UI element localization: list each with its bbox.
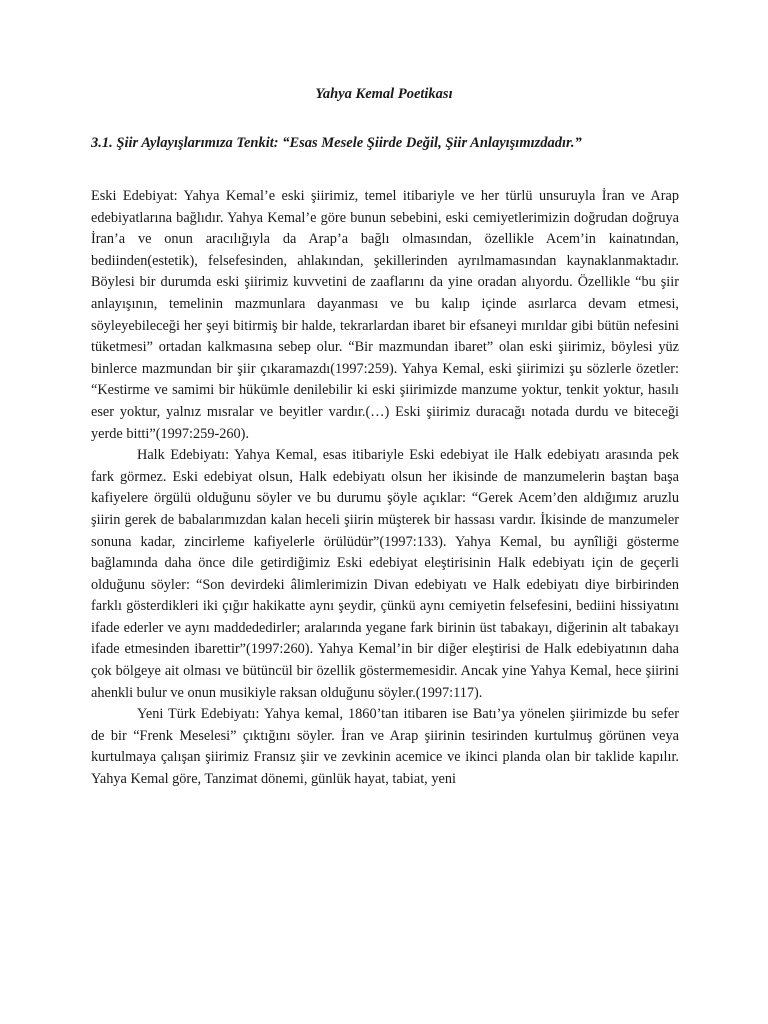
document-title: Yahya Kemal Poetikası: [315, 86, 453, 102]
section-heading: 3.1. Şiir Aylayışlarımıza Tenkit: “Esas Mesele Şiirde Değil, Şiir Anlayışımızdadır.”: [91, 135, 582, 151]
body-text: [91, 186, 679, 791]
paragraph-eski-edebiyat: Eski Edebiyat: Yahya Kemal’e eski şiirimiz, temel itibariyle ve her türlü unsuruyla İran ve Arap edebiyatlarına bağlıdır. Yahya Kemal’e göre bunun sebebini, eski cemiyetlerimizin doğrudan doğruya İran’a ve onun aracılığıyla da Arap’a bağlı olmasından, özellikle Acem’in kainatından, bediinden(estetik), felsefesinden, ahlakından, şekillerinden ayrılmamasından kaynaklanmaktadır. Böylesi bir durumda eski şiirimiz kuvvetini de zaaflarını da yine oradan alıyordu. Özellikle “bu şiir anlayışının, temelinin mazmunlara dayanması ve bu kalıp içinde asırlarca devam etmesi, söyleyebileceği her şeyi bitirmiş bir halde, tekrarlardan ibaret bir efsaneyi mırıldar gibi bütün nefesini tüketmesi” ortadan kalkmasına sebep olur. “Bir mazmundan ibaret” olan eski şiirimiz, böylesi yüz binlerce mazmundan bir şiir çıkaramazdı(1997:259). Yahya Kemal, eski şiirimizi şu sözlerle özetler: “Kestirme ve samimi bir hükümle denilebilir ki eski şiirimizde manzume yoktur, tenkit yoktur, hasılı eser yoktur, yalnız mısralar ve beyitler vardır.(…) Eski şiirimiz duracağı notada durdu ve biteceği yerde bitti”(1997:259-260).: [91, 188, 679, 442]
paragraph-yeni-turk-edebiyati: Yeni Türk Edebiyatı: Yahya kemal, 1860’tan itibaren ise Batı’ya yönelen şiirimizde bu sefer de bir “Frenk Meselesi” çıktığını söyler. İran ve Arap şiirinin tesirinden kurtulmuş görünen veya kurtulmaya çalışan şiirimiz Fransız şiir ve zevkinin acemice ve ikinci planda olan bir taklide kapılır. Yahya Kemal göre, Tanzimat dönemi, günlük hayat, tabiat, yeni: [91, 706, 679, 788]
paragraph-halk-edebiyati: Halk Edebiyatı: Yahya Kemal, esas itibariyle Eski edebiyat ile Halk edebiyatı arasında pek fark görmez. Eski edebiyat olsun, Halk edebiyatı olsun her ikisinde de manzumelerin baştan başa kafiyelere örgülü olduğunu söyler ve bu durumu şöyle açıklar: “Gerek Acem’den aldığımız aruzlu şiirin gerek de babalarımızdan kalan heceli şiirin müşterek bir hassası vardır. İkisinde de manzumeler sonuna kadar, zincirleme kafiyelerle örülüdür”(1997:133). Yahya Kemal, bu aynîliği gösterme bağlamında daha önce dile getirdiğimiz Eski edebiyat eleştirisinin Halk edebiyatı için de geçerli olduğunu söyler: “Son devirdeki âlimlerimizin Divan edebiyatı ve Halk edebiyatı diye birbirinden farklı gösterdikleri iki çığır hakikatte aynı şeydir, çünkü aynı cemiyetin felsefesini, bediini hissiyatını ifade ederler ve aynı maddededirler; aralarında yegane fark birinin üst tabakayı, diğerinin alt tabakayı ifade etmesinden ibarettir”(1997:260). Yahya Kemal’in bir diğer eleştirisi de Halk edebiyatının daha çok bölgeye ait olması ve bütüncül bir özellik göstermemesidir. Ancak yine Yahya Kemal, hece şiirini ahenkli bulur ve onun musikiyle raksan olduğunu söyler.(1997:117).: [91, 447, 679, 701]
